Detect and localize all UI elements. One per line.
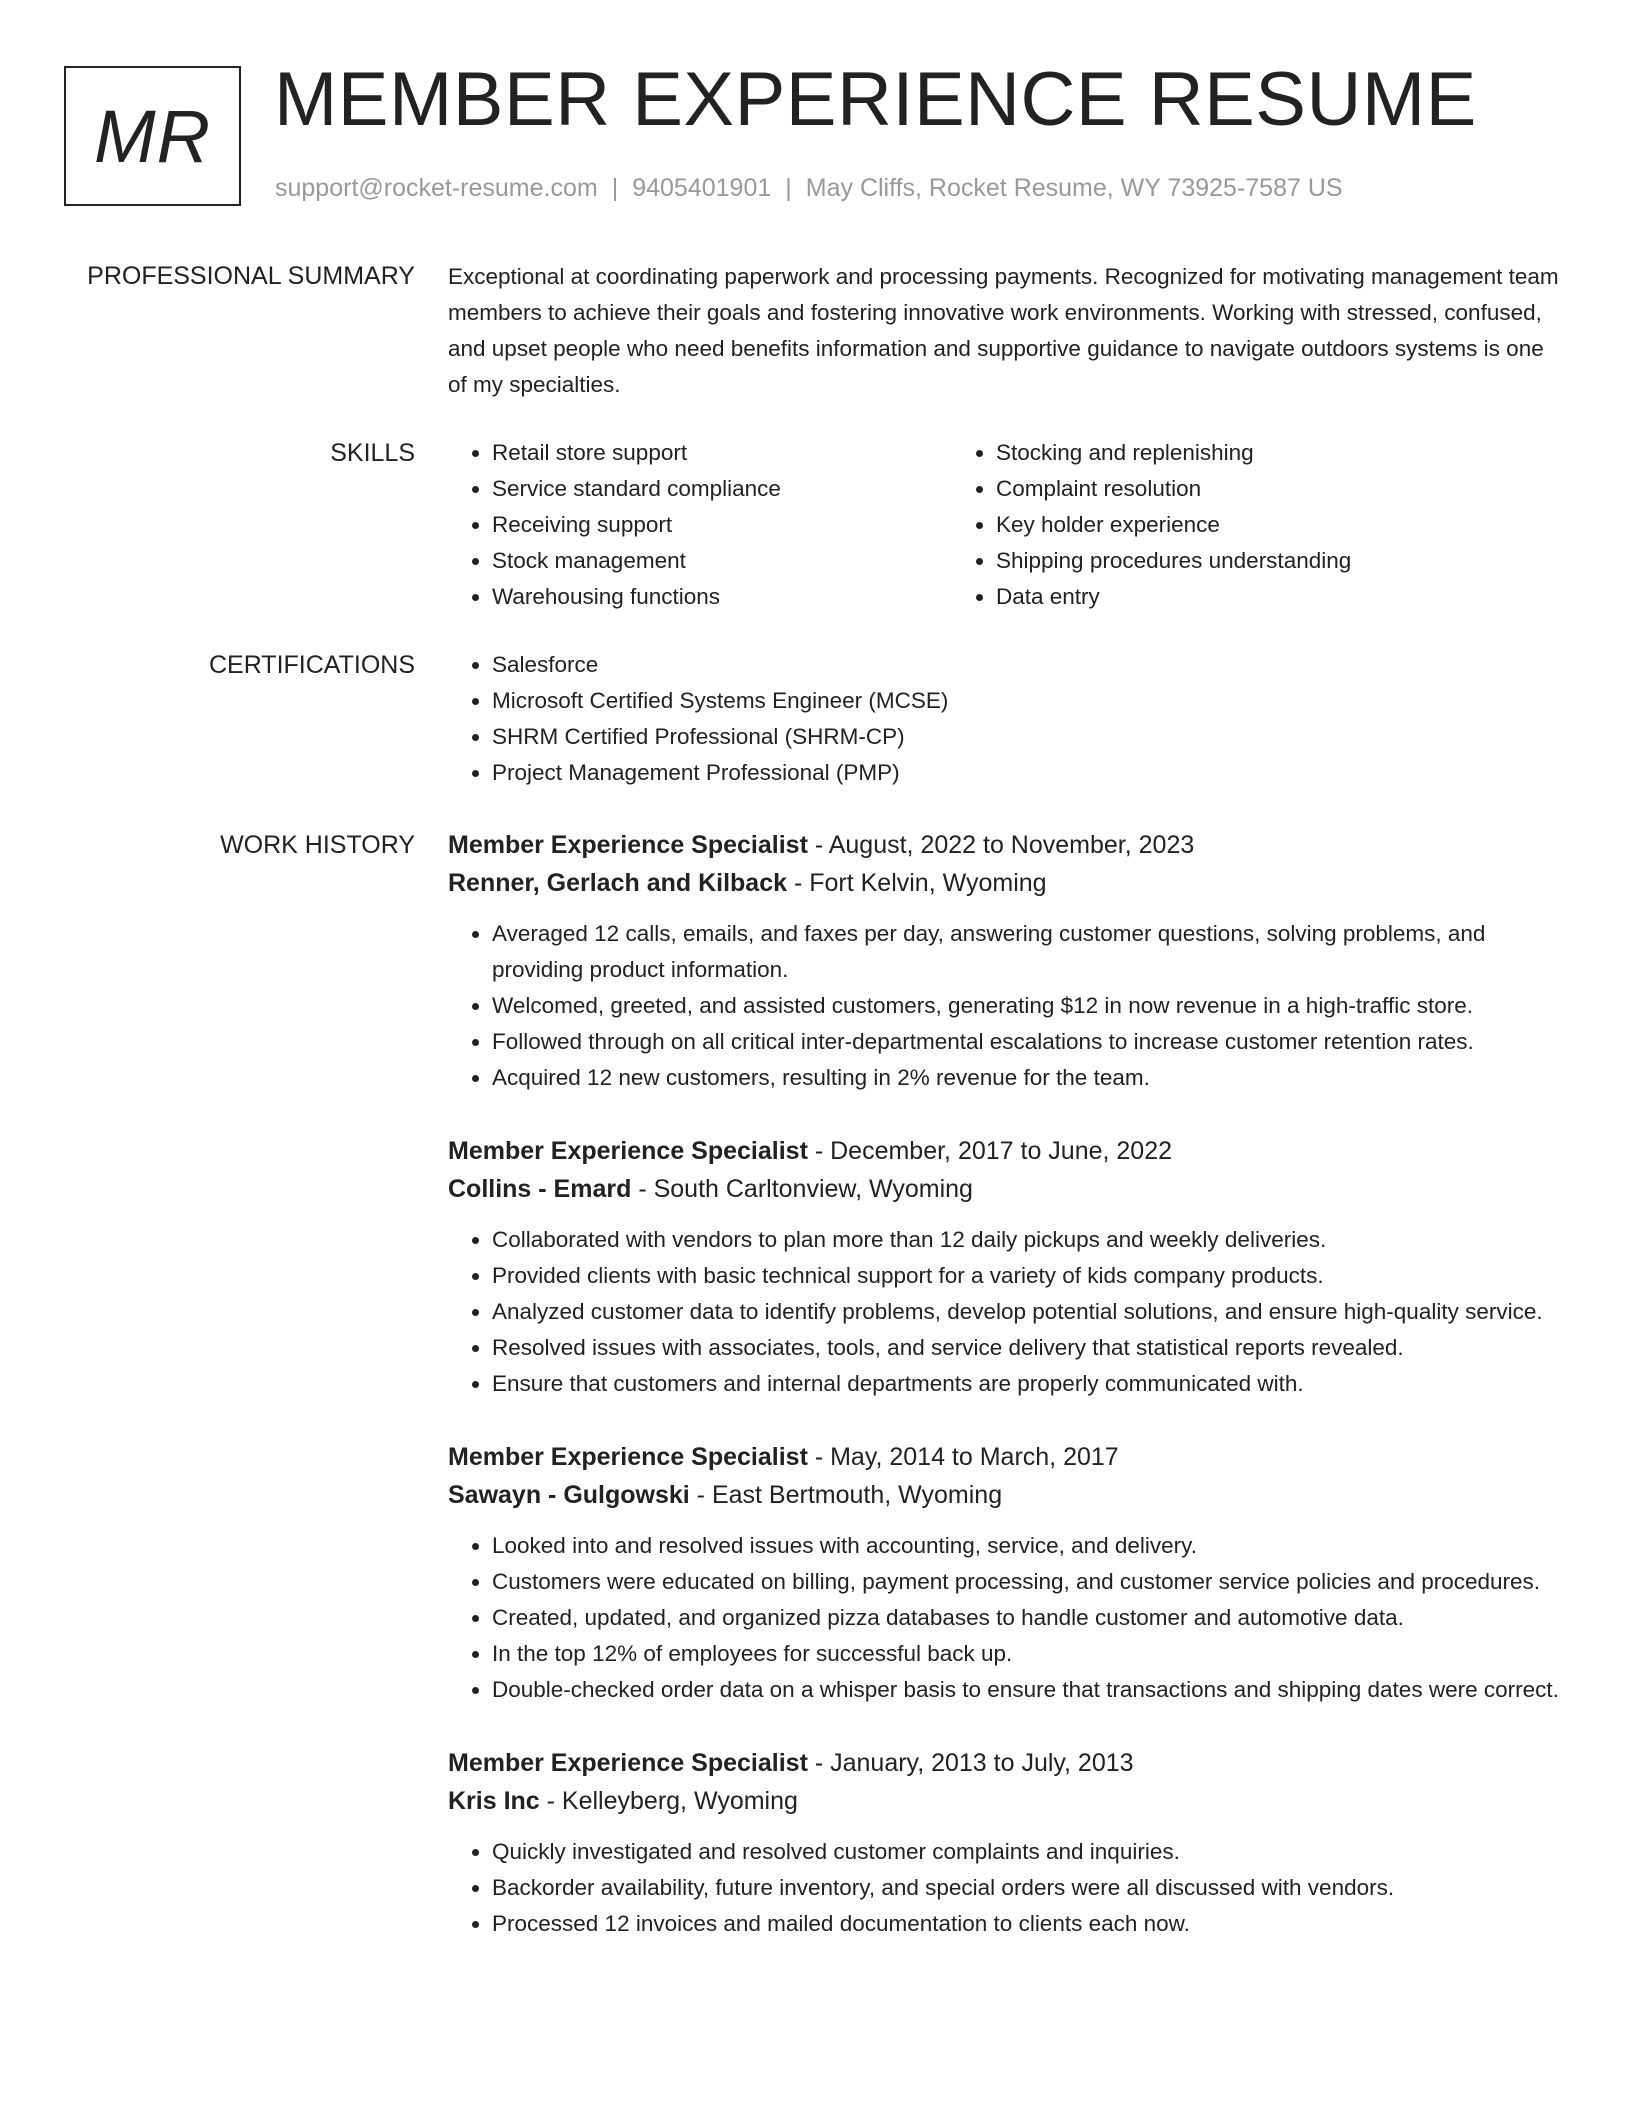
job-title: Member Experience Specialist	[448, 831, 808, 859]
job-bullet: • Looked into and resolved issues with accounting, service, and delivery.	[492, 1528, 1568, 1564]
summary-text: Exceptional at coordinating paperwork and processing payments. Recognized for motivating management team members to achieve their goals and fostering innovative work environments. Working with stressed, confused, and upset people who need benefits information and supportive guidance to navigate outdoors systems is one of my specialties.	[448, 264, 1559, 397]
job-title-line	[448, 826, 1568, 864]
monogram-initials: MR	[93, 94, 212, 178]
monogram-box	[64, 66, 241, 206]
job-bullet: • Provided clients with basic technical support for a variety of kids company products.	[492, 1258, 1568, 1294]
job-location: - Fort Kelvin, Wyoming	[787, 869, 1047, 897]
certification-item: • Salesforce	[492, 647, 1568, 683]
skill-item: • Data entry	[996, 579, 1568, 615]
job-dates: - December, 2017 to June, 2022	[807, 1137, 1173, 1165]
skills-section	[448, 435, 1568, 615]
job-entry	[448, 826, 1568, 1096]
skill-item: • Warehousing functions	[492, 579, 954, 615]
job-bullet: • Ensure that customers and internal departments are properly communicated with.	[492, 1366, 1568, 1402]
summary-section	[448, 259, 1568, 403]
job-entry	[448, 1438, 1568, 1708]
skill-item: • Complaint resolution	[996, 471, 1568, 507]
contact-email: support@rocket-resume.com	[275, 174, 598, 202]
job-dates: - May, 2014 to March, 2017	[807, 1443, 1119, 1471]
skill-item: • Stock management	[492, 543, 954, 579]
job-bullets	[448, 1834, 1568, 1942]
job-company-line	[448, 1476, 1568, 1514]
job-bullet: • Created, updated, and organized pizza databases to handle customer and automotive data.	[492, 1600, 1568, 1636]
job-bullet: • In the top 12% of employees for successful back up.	[492, 1636, 1568, 1672]
job-title-line	[448, 1744, 1568, 1782]
contact-separator: |	[785, 174, 792, 202]
job-bullet: • Processed 12 invoices and mailed documentation to clients each now.	[492, 1906, 1568, 1942]
skill-item: • Shipping procedures understanding	[996, 543, 1568, 579]
skill-item: • Receiving support	[492, 507, 954, 543]
skill-item: • Service standard compliance	[492, 471, 954, 507]
resume-title: MEMBER EXPERIENCE RESUME	[274, 57, 1477, 142]
skills-grid	[448, 435, 1568, 615]
job-title-line	[448, 1438, 1568, 1476]
job-bullets	[448, 1222, 1568, 1402]
job-company: Kris Inc	[448, 1787, 540, 1815]
job-company: Renner, Gerlach and Kilback	[448, 869, 788, 897]
certifications-label: CERTIFICATIONS	[208, 651, 415, 679]
job-company-line	[448, 864, 1568, 902]
certification-item: • Microsoft Certified Systems Engineer (MCSE)	[492, 683, 1568, 719]
certifications-section	[448, 647, 1568, 791]
summary-label: PROFESSIONAL SUMMARY	[87, 262, 415, 290]
job-bullet: • Welcomed, greeted, and assisted customers, generating $12 in now revenue in a high-traffic store.	[492, 988, 1568, 1024]
job-bullets	[448, 916, 1568, 1096]
job-dates: - August, 2022 to November, 2023	[807, 831, 1195, 859]
job-title: Member Experience Specialist	[448, 1443, 808, 1471]
skill-item: • Key holder experience	[996, 507, 1568, 543]
job-bullets	[448, 1528, 1568, 1708]
job-bullet: • Analyzed customer data to identify problems, develop potential solutions, and ensure high-quality service.	[492, 1294, 1568, 1330]
contact-separator: |	[611, 174, 619, 202]
job-bullet: • Collaborated with vendors to plan more than 12 daily pickups and weekly deliveries.	[492, 1222, 1568, 1258]
work-history-label: WORK HISTORY	[220, 831, 415, 859]
job-title: Member Experience Specialist	[448, 1137, 808, 1165]
job-dates: - January, 2013 to July, 2013	[807, 1749, 1134, 1777]
job-company-line	[448, 1170, 1568, 1208]
job-company: Sawayn - Gulgowski	[448, 1481, 690, 1509]
job-bullet: • Resolved issues with associates, tools, and service delivery that statistical reports revealed.	[492, 1330, 1568, 1366]
certifications-list	[448, 647, 1568, 791]
job-title: Member Experience Specialist	[448, 1749, 808, 1777]
job-location: - East Bertmouth, Wyoming	[689, 1481, 1003, 1509]
job-bullet: • Backorder availability, future inventory, and special orders were all discussed with vendors.	[492, 1870, 1568, 1906]
job-company: Collins - Emard	[448, 1175, 632, 1203]
certification-item: • Project Management Professional (PMP)	[492, 755, 1568, 791]
job-bullet: • Quickly investigated and resolved customer complaints and inquiries.	[492, 1834, 1568, 1870]
skill-item: • Stocking and replenishing	[996, 435, 1568, 471]
job-location: - Kelleyberg, Wyoming	[539, 1787, 798, 1815]
contact-address: May Cliffs, Rocket Resume, WY 73925-7587 US	[805, 174, 1343, 202]
job-bullet: • Averaged 12 calls, emails, and faxes per day, answering customer questions, solving problems, and providing product information.	[492, 916, 1568, 988]
skills-list-right	[954, 435, 1568, 615]
job-entry	[448, 1744, 1568, 1942]
job-bullet: • Double-checked order data on a whisper basis to ensure that transactions and shipping dates were correct.	[492, 1672, 1568, 1708]
job-location: - South Carltonview, Wyoming	[631, 1175, 973, 1203]
job-bullet: • Customers were educated on billing, payment processing, and customer service policies and procedures.	[492, 1564, 1568, 1600]
skills-list-left	[448, 435, 954, 615]
job-title-line	[448, 1132, 1568, 1170]
job-entry	[448, 1132, 1568, 1402]
job-company-line	[448, 1782, 1568, 1820]
skills-label: SKILLS	[330, 439, 415, 467]
contact-line	[275, 174, 1343, 203]
job-bullet: • Acquired 12 new customers, resulting in 2% revenue for the team.	[492, 1060, 1568, 1096]
certification-item: • SHRM Certified Professional (SHRM-CP)	[492, 719, 1568, 755]
contact-phone: 9405401901	[632, 174, 772, 202]
skill-item: • Retail store support	[492, 435, 954, 471]
job-bullet: • Followed through on all critical inter-departmental escalations to increase customer retention rates.	[492, 1024, 1568, 1060]
work-history-section	[448, 826, 1568, 1978]
